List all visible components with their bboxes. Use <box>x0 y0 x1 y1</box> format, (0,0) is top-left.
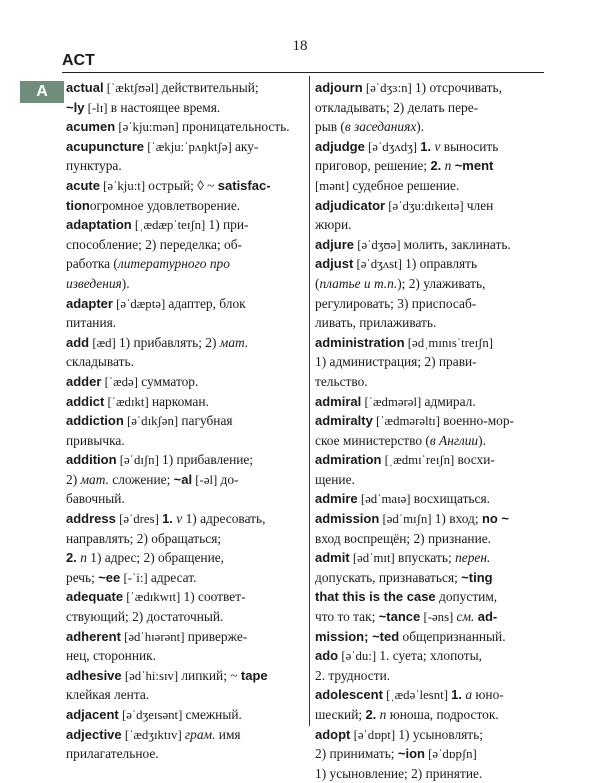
transcription: [əˈdɒpt] <box>350 727 399 742</box>
definition-text: выносить <box>440 138 499 154</box>
dictionary-line <box>66 470 304 490</box>
definition-text: острый; ◊ ~ <box>148 177 218 193</box>
headword: add <box>66 334 90 350</box>
running-head: ACT <box>62 52 95 69</box>
dictionary-line <box>66 274 304 294</box>
dictionary-line <box>66 607 304 627</box>
definition-text: ливать, прилаживать. <box>315 315 437 331</box>
headword: adjourn <box>315 80 363 95</box>
headword: admit <box>315 550 350 566</box>
headword: address <box>66 511 116 527</box>
definition-text: адмирал. <box>424 393 476 409</box>
dictionary-line <box>315 352 543 372</box>
definition-text: привычка. <box>66 432 125 448</box>
headword: addiction <box>66 413 124 429</box>
definition-text: восхи- <box>457 452 495 468</box>
definition-text: 1) прибавлять; 2) <box>118 334 220 350</box>
transcription: [-ˈi:] <box>120 570 151 585</box>
definition-text: бавочный. <box>66 491 125 507</box>
definition-text: 1) оправлять <box>405 256 478 272</box>
dictionary-line <box>315 176 543 196</box>
dictionary-line <box>66 215 304 235</box>
transcription: [ədˈmaɪə] <box>357 492 414 507</box>
column-divider <box>309 76 310 726</box>
transcription: [-lɪ] <box>84 100 111 115</box>
transcription: [ədˈmɪʃn] <box>379 512 435 527</box>
definition-text: клейкая лента. <box>66 687 150 703</box>
definition-text: 1) соответ- <box>183 589 246 605</box>
dictionary-line <box>66 744 304 764</box>
definition-text: ). <box>121 275 130 291</box>
transcription: [əˈdres] <box>115 512 163 527</box>
italic-label: перен. <box>455 550 491 566</box>
dictionary-line <box>315 509 543 529</box>
headword: acute <box>66 177 100 193</box>
dictionary-line <box>66 98 304 118</box>
transcription: [əˈdʒeɪsənt] <box>118 708 186 722</box>
headword: admiralty <box>315 413 373 429</box>
transcription: [əˈdu:] <box>338 649 380 664</box>
definition-text: адаптер, блок <box>168 295 246 311</box>
transcription: [əˈdʒʌdʒ] <box>364 139 421 154</box>
transcription: [ədˌmɪnɪsˈtreɪʃn] <box>404 335 494 350</box>
definition-text: сумматор. <box>141 373 199 389</box>
bold-text: ~ting <box>461 569 493 585</box>
definition-text: аку- <box>234 138 259 154</box>
definition-text: рыв ( <box>315 119 345 135</box>
transcription: [ˌædæpˈteɪʃn] <box>131 218 209 233</box>
transcription: [əˈdɒpʃn] <box>424 747 477 762</box>
dictionary-line <box>315 705 543 725</box>
dictionary-line <box>315 274 543 294</box>
definition-text: судебное решение. <box>352 177 460 193</box>
italic-label: платье и т.п. <box>319 275 398 291</box>
dictionary-line <box>315 725 543 745</box>
italic-label: v <box>176 511 183 527</box>
bold-text: mission; ~ted <box>315 628 400 644</box>
dictionary-line <box>315 489 543 509</box>
dictionary-line <box>315 333 543 353</box>
bold-text: 2. <box>66 550 77 566</box>
definition-text: ( <box>315 275 320 291</box>
bold-text: 1. <box>420 138 432 154</box>
bold-text: 1. <box>451 687 462 703</box>
transcription: [əˈdʒʊə] <box>354 237 404 252</box>
transcription: [ədˈmɪt] <box>349 551 398 566</box>
definition-text: 1) прибавление; <box>162 452 254 468</box>
dictionary-line <box>66 548 304 568</box>
definition-text: речь; <box>66 569 99 585</box>
definition-text: 1) адрес; 2) обращение, <box>86 550 225 566</box>
transcription: [ˈæktʃʊəl] <box>103 81 162 95</box>
dictionary-line <box>315 235 543 255</box>
transcription: [-əns] <box>420 610 457 625</box>
dictionary-line <box>66 294 304 314</box>
italic-label: n <box>444 158 452 174</box>
dictionary-line <box>66 235 304 255</box>
dictionary-line <box>66 392 304 412</box>
definition-text: 1. суета; хлопоты, <box>379 648 482 664</box>
definition-text: жюри. <box>315 217 352 233</box>
dictionary-line <box>66 646 304 666</box>
dictionary-line <box>315 431 543 451</box>
bold-text: tion <box>66 197 90 213</box>
definition-text: восхищаться. <box>413 491 490 507</box>
definition-text: 2) принимать; <box>315 746 398 762</box>
headword: adapter <box>66 295 113 311</box>
transcription: [ˈædʒɪktɪv] <box>121 727 185 742</box>
bold-text: ~ment <box>454 158 494 174</box>
transcription: [mənt] <box>315 178 353 193</box>
bold-text: ~ly <box>66 99 85 115</box>
dictionary-line <box>315 548 543 568</box>
dictionary-line <box>315 685 543 705</box>
headword: adjacent <box>66 707 119 722</box>
dictionary-line <box>315 254 543 274</box>
left-column <box>66 78 304 764</box>
bold-text: ~al <box>173 471 193 487</box>
transcription: [ˌædmɪˈreɪʃn] <box>381 453 458 468</box>
dictionary-line <box>66 372 304 392</box>
dictionary-line <box>315 627 543 647</box>
italic-label: мат. <box>219 334 249 350</box>
bold-text: 2. <box>430 158 442 174</box>
definition-text: липкий; ~ <box>181 667 241 683</box>
headword: adder <box>66 373 102 389</box>
headword: ado <box>315 648 339 664</box>
headword: adjective <box>66 726 122 742</box>
dictionary-line <box>315 646 543 666</box>
definition-text: работка ( <box>66 256 118 272</box>
dictionary-line <box>66 431 304 451</box>
transcription: [əˈdæptə] <box>112 296 169 311</box>
headword: adjudge <box>315 138 365 154</box>
definition-text: щение. <box>315 471 355 487</box>
dictionary-line <box>66 489 304 509</box>
definition-text: сложение; <box>108 471 174 487</box>
headword: addict <box>66 393 105 409</box>
definition-text: регулировать; 3) приспосаб- <box>315 295 477 311</box>
dictionary-line <box>315 313 543 333</box>
definition-text: военно-мор- <box>443 413 515 429</box>
dictionary-line <box>66 705 304 725</box>
transcription: [əˈkju:mən] <box>115 120 182 135</box>
definition-text: 1) при- <box>208 217 249 233</box>
transcription: [æd] <box>89 335 119 350</box>
transcription: [ˈækju:ˈpʌŋktʃə] <box>144 139 235 154</box>
dictionary-line <box>315 587 543 607</box>
dictionary-line <box>66 254 304 274</box>
transcription: [ədˈhɪərənt] <box>120 629 188 644</box>
definition-text: до- <box>220 471 239 487</box>
definition-text: общепризнанный. <box>399 628 506 644</box>
dictionary-line <box>315 156 543 176</box>
transcription: [əˈkju:t] <box>99 178 149 193</box>
dictionary-line <box>315 78 543 98</box>
definition-text: прилагательное. <box>66 746 159 762</box>
dictionary-line <box>66 529 304 549</box>
bold-text: tape <box>240 667 268 683</box>
italic-label: a <box>465 687 473 703</box>
definition-text: направлять; 2) обращаться; <box>66 530 222 546</box>
italic-label: изведения <box>66 275 122 291</box>
headword: administration <box>315 334 405 350</box>
headword: adherent <box>66 628 121 644</box>
dictionary-line <box>315 98 543 118</box>
definition-text: проницательность. <box>181 119 290 135</box>
dictionary-line <box>315 764 543 783</box>
headword: admiration <box>315 452 382 468</box>
definition-text: действительный; <box>161 80 259 95</box>
dictionary-line <box>66 137 304 157</box>
headword: adopt <box>315 726 351 742</box>
italic-label: см. <box>456 609 475 625</box>
definition-text: нец, сторонник. <box>66 648 157 664</box>
definition-text: откладывать; 2) делать пере- <box>315 99 479 115</box>
headword: adjust <box>315 256 354 272</box>
bold-text: no ~ <box>481 511 510 527</box>
transcription: [ˈædɪkwɪt] <box>123 590 184 605</box>
definition-text: ). <box>478 432 486 448</box>
definition-text: 2. трудности. <box>315 667 391 683</box>
definition-text: 2) <box>66 471 81 487</box>
dictionary-line <box>66 627 304 647</box>
definition-text: способление; 2) переделка; об- <box>66 236 243 252</box>
headword: adjure <box>315 236 355 252</box>
definition-text: юноша, подросток. <box>386 707 499 722</box>
italic-label: грам. <box>184 726 216 742</box>
definition-text: в настоящее время. <box>110 99 221 115</box>
definition-text: 1) администрация; 2) прави- <box>315 354 477 370</box>
definition-text: молить, заклинать. <box>403 236 511 252</box>
definition-text: смежный. <box>185 707 242 722</box>
definition-text: приговор, решение; <box>315 158 431 174</box>
dictionary-line <box>315 137 543 157</box>
dictionary-line <box>66 117 304 137</box>
dictionary-line <box>315 666 543 686</box>
definition-text: член <box>466 197 494 213</box>
definition-text: пунктура. <box>66 158 122 174</box>
dictionary-line <box>315 117 543 137</box>
transcription: [ədˈhi:sɪv] <box>121 668 182 683</box>
headword: acumen <box>66 119 116 135</box>
definition-text: ствующий; 2) достаточный. <box>66 609 224 625</box>
dictionary-line <box>66 196 304 216</box>
bold-text: ~ion <box>397 746 425 762</box>
italic-label: n <box>80 550 87 566</box>
headword: admission <box>315 511 380 527</box>
dictionary-line <box>315 294 543 314</box>
dictionary-line <box>66 685 304 705</box>
headword: adaptation <box>66 217 132 233</box>
dictionary-line <box>315 372 543 392</box>
definition-text: впускать; <box>398 550 456 566</box>
dictionary-line <box>66 333 304 353</box>
transcription: [ˈædmərəltɪ] <box>372 414 444 429</box>
definition-text: юно- <box>472 687 504 703</box>
dictionary-line <box>66 568 304 588</box>
bold-text: 2. <box>365 707 377 722</box>
dictionary-line <box>66 78 304 98</box>
transcription: [əˈdɪʃn] <box>116 453 163 468</box>
dictionary-line <box>315 392 543 412</box>
bold-text: ad- <box>477 609 498 625</box>
dictionary-line <box>315 215 543 235</box>
dictionary-line <box>315 411 543 431</box>
dictionary-line <box>315 529 543 549</box>
italic-label: мат. <box>80 471 109 487</box>
definition-text: вход воспрещён; 2) признание. <box>315 530 492 546</box>
bold-text: satisfac- <box>217 177 271 193</box>
definition-text: 1) усыновлять; <box>398 726 483 742</box>
transcription: [-əl] <box>192 472 221 487</box>
dictionary-line <box>66 509 304 529</box>
bold-text: 1. <box>162 511 173 527</box>
definition-text: имя <box>215 726 241 742</box>
transcription: [əˈdɪkʃən] <box>123 414 182 429</box>
definition-text: 1) адресовать, <box>182 511 266 527</box>
transcription: [ˌædəˈlesnt] <box>382 688 452 703</box>
definition-text: тельство. <box>315 373 368 389</box>
transcription: [əˈdʒu:dɪkeɪtə] <box>385 198 467 213</box>
dictionary-line <box>66 156 304 176</box>
dictionary-line <box>66 313 304 333</box>
definition-text: адресат. <box>150 569 197 585</box>
dictionary-line <box>66 411 304 431</box>
definition-text: наркоман. <box>151 393 209 409</box>
definition-text: ское министерство ( <box>315 432 430 448</box>
dictionary-line <box>66 176 304 196</box>
letter-tab: A <box>20 81 64 103</box>
dictionary-line <box>315 607 543 627</box>
headword: admiral <box>315 393 362 409</box>
transcription: [əˈdʒɜ:n] <box>362 81 415 95</box>
italic-label: в Англии <box>429 432 479 448</box>
italic-label: v <box>434 138 441 154</box>
definition-text: ). <box>416 119 425 135</box>
italic-label: литературного про <box>117 256 230 272</box>
definition-text: огромное удовлетворение. <box>89 197 241 213</box>
headword: adjudicator <box>315 197 386 213</box>
definition-text: пагубная <box>181 413 233 429</box>
dictionary-line <box>66 450 304 470</box>
page-number: 18 <box>292 38 308 54</box>
bold-text: ~ee <box>98 569 121 585</box>
bold-text: that this is the case <box>315 589 436 605</box>
definition-text: шеский; <box>315 707 366 722</box>
transcription: [ˈædɪkt] <box>104 394 152 409</box>
dictionary-line <box>315 568 543 588</box>
definition-text: 1) вход; <box>434 511 482 527</box>
transcription: [ˈædmərəl] <box>361 394 425 409</box>
definition-text: питания. <box>66 315 117 331</box>
headword: addition <box>66 452 117 468</box>
transcription: [əˈdʒʌst] <box>353 257 406 272</box>
definition-text: складывать. <box>66 354 134 370</box>
headword: adequate <box>66 589 124 605</box>
dictionary-line <box>66 352 304 372</box>
italic-label: в заседаниях <box>344 119 417 135</box>
dictionary-line <box>315 196 543 216</box>
dictionary-line <box>66 587 304 607</box>
transcription: [ˈædə] <box>101 374 142 389</box>
dictionary-line <box>315 470 543 490</box>
definition-text: допускать, признаваться; <box>315 569 462 585</box>
definition-text: допустим, <box>435 589 498 605</box>
dictionary-line <box>315 450 543 470</box>
definition-text: что то так; <box>315 609 379 625</box>
bold-text: ~tance <box>378 609 421 625</box>
dictionary-line <box>66 666 304 686</box>
headword: acupuncture <box>66 138 145 154</box>
headword: adolescent <box>315 687 383 703</box>
dictionary-line <box>315 744 543 764</box>
definition-text: 1) отсрочивать, <box>414 80 502 95</box>
headword: admire <box>315 491 358 507</box>
headword: actual <box>66 80 104 95</box>
definition-text: ); 2) улаживать, <box>397 275 486 291</box>
definition-text: привержe- <box>187 628 248 644</box>
italic-label: n <box>379 707 387 722</box>
right-column <box>315 78 543 783</box>
header-rule <box>62 72 544 73</box>
definition-text: 1) усыновление; 2) принятие. <box>315 765 483 781</box>
headword: adhesive <box>66 667 122 683</box>
dictionary-line <box>66 725 304 745</box>
